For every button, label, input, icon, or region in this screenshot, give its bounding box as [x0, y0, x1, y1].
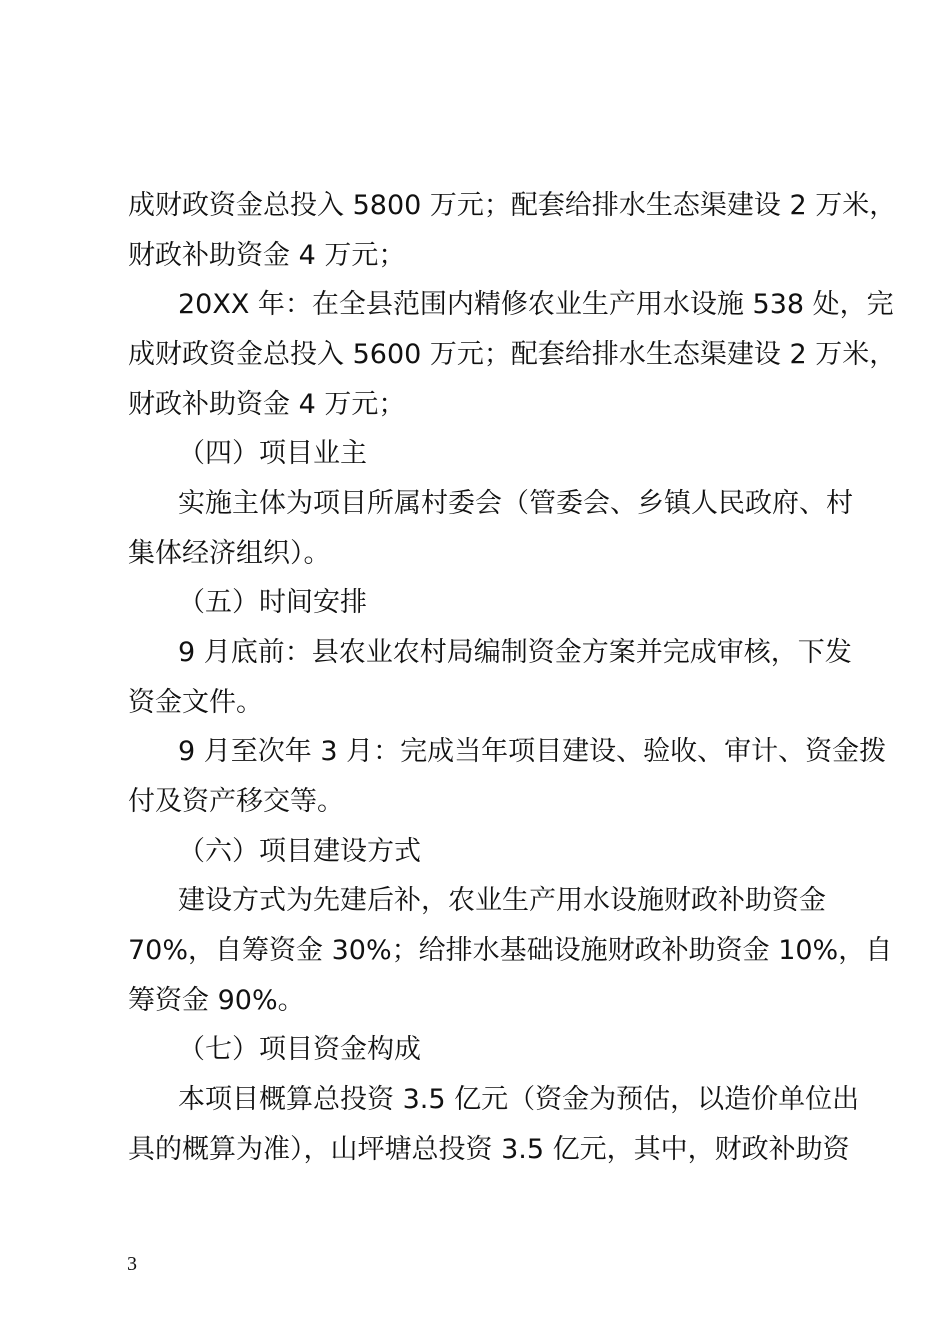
paragraph-line: 筹资金 90%。 [128, 985, 305, 1016]
paragraph-line: 成财政资金总投入 5800 万元；配套给排水生态渠建设 2 万米， [128, 190, 897, 221]
paragraph-line: 建设方式为先建后补，农业生产用水设施财政补助资金 [178, 885, 826, 916]
paragraph-line: 9 月至次年 3 月：完成当年项目建设、验收、审计、资金拨 [178, 736, 887, 767]
paragraph-line: 70%，自筹资金 30%；给排水基础设施财政补助资金 10%，自 [128, 935, 893, 966]
paragraph-line: 资金文件。 [128, 687, 263, 718]
paragraph-line: 成财政资金总投入 5600 万元；配套给排水生态渠建设 2 万米， [128, 339, 897, 370]
paragraph-line: 集体经济组织）。 [128, 538, 331, 569]
section-heading: （六）项目建设方式 [178, 836, 421, 867]
paragraph-line: 9 月底前：县农业农村局编制资金方案并完成审核，下发 [178, 637, 852, 668]
paragraph-line: 实施主体为项目所属村委会（管委会、乡镇人民政府、村 [178, 488, 853, 519]
section-heading: （五）时间安排 [178, 587, 367, 618]
paragraph-line: 20XX 年：在全县范围内精修农业生产用水设施 538 处，完 [178, 289, 894, 320]
section-heading: （四）项目业主 [178, 438, 367, 469]
paragraph-line: 财政补助资金 4 万元； [128, 389, 406, 420]
page-number: 3 [127, 1253, 137, 1275]
paragraph-line: 付及资产移交等。 [128, 786, 344, 817]
section-heading: （七）项目资金构成 [178, 1034, 421, 1065]
paragraph-line: 具的概算为准），山坪塘总投资 3.5 亿元，其中，财政补助资 [128, 1134, 850, 1165]
paragraph-line: 本项目概算总投资 3.5 亿元（资金为预估，以造价单位出 [178, 1084, 860, 1115]
paragraph-line: 财政补助资金 4 万元； [128, 240, 406, 271]
